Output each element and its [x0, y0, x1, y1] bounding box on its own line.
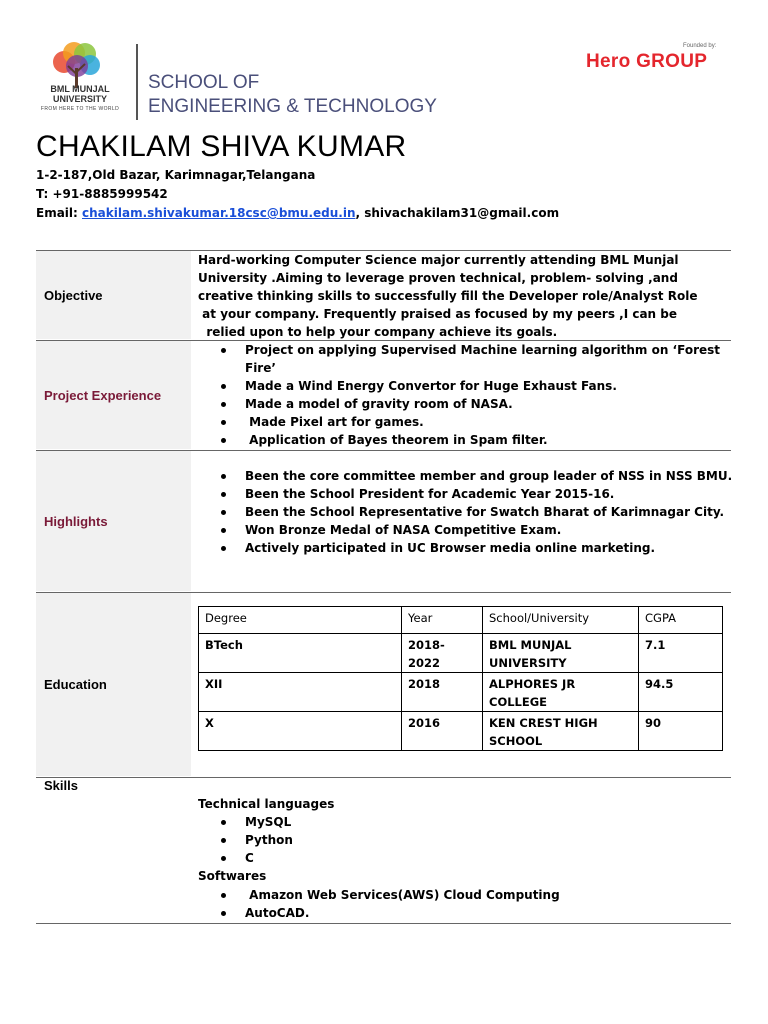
objective-label: Objective [44, 288, 103, 303]
highlight-item: Been the core committee member and group leader of NSS in NSS BMU. [245, 469, 733, 483]
school-title-line1: SCHOOL OF [148, 72, 260, 93]
highlights-label: Highlights [44, 514, 108, 529]
email-secondary: shivachakilam31@gmail.com [364, 206, 560, 220]
hero-group-logo: Hero GROUP [586, 51, 708, 72]
list-item [198, 813, 293, 831]
founded-by-label: Founded by: [683, 43, 717, 49]
list-item [198, 395, 720, 413]
highlight-item: Won Bronze Medal of NASA Competitive Exam. [245, 523, 562, 537]
projects-list [198, 341, 720, 449]
bullet-icon [221, 438, 226, 443]
project-item: Made a model of gravity room of NASA. [245, 397, 513, 411]
objective-line: Hard-working Computer Science major currently attending BML Munjal [198, 253, 679, 267]
table-cell: BTech [199, 634, 402, 673]
highlight-item: Been the School President for Academic Year 2015-16. [245, 487, 615, 501]
bullet-icon [221, 402, 226, 407]
table-cell: XII [199, 673, 402, 712]
email-label: Email: [36, 206, 83, 220]
table-header-cell: CGPA [639, 607, 723, 634]
list-item [198, 521, 732, 539]
list-item [198, 831, 293, 849]
table-header-cell: Degree [199, 607, 402, 634]
objective-line: University .Aiming to leverage proven technical, problem- solving ,and [198, 271, 678, 285]
list-item [198, 849, 293, 867]
cell-line: UNIVERSITY [489, 656, 567, 670]
objective-line: creative thinking skills to successfully fill the Developer role/Analyst Role [198, 289, 698, 303]
table-cell [483, 712, 639, 751]
project-item-continued: Fire’ [245, 361, 276, 375]
bullet-icon [221, 820, 226, 825]
bullet-icon [221, 838, 226, 843]
bullet-icon [221, 420, 226, 425]
table-cell: X [199, 712, 402, 751]
software-item: Amazon Web Services(AWS) Cloud Computing [245, 888, 560, 902]
bullet-icon [221, 492, 226, 497]
bullet-icon [221, 893, 226, 898]
list-item [198, 539, 732, 557]
table-cell: 94.5 [639, 673, 723, 712]
bullet-icon [221, 474, 226, 479]
table-cell: 7.1 [639, 634, 723, 673]
tech-languages-heading: Technical languages [198, 797, 335, 811]
list-item [198, 413, 720, 431]
objective-line: at your company. Frequently praised as focused by my peers ,I can be [198, 307, 678, 321]
projects-label: Project Experience [44, 388, 162, 403]
bullet-icon [221, 348, 226, 353]
list-item [198, 886, 560, 904]
header-divider [136, 44, 138, 120]
contact-email [36, 206, 559, 220]
softwares-heading: Softwares [198, 869, 267, 883]
highlight-item: Actively participated in UC Browser media online marketing. [245, 541, 656, 555]
bullet-icon [221, 911, 226, 916]
skill-item: Python [245, 833, 293, 847]
software-item: AutoCAD. [245, 906, 310, 920]
skill-item: MySQL [245, 815, 292, 829]
list-item [198, 467, 732, 485]
table-header-cell: Year [402, 607, 483, 634]
bullet-icon [221, 384, 226, 389]
cell-line: COLLEGE [489, 695, 548, 709]
university-logo-icon [50, 40, 104, 90]
university-name: BML MUNJAL UNIVERSITY [50, 84, 110, 104]
project-item: Application of Bayes theorem in Spam filter. [245, 433, 548, 447]
list-item [198, 359, 720, 377]
bullet-icon [221, 546, 226, 551]
highlights-list [198, 467, 732, 557]
list-item [198, 503, 732, 521]
bullet-icon [221, 528, 226, 533]
contact-phone: T: +91-8885999542 [36, 187, 168, 201]
cell-line: 2022 [408, 656, 441, 670]
candidate-name: CHAKILAM SHIVA KUMAR [36, 130, 407, 163]
table-header-row [199, 607, 723, 634]
section-divider [36, 923, 731, 924]
cell-line: SCHOOL [489, 734, 543, 748]
highlight-item: Been the School Representative for Swatch Bharat of Karimnagar City. [245, 505, 725, 519]
project-item: Made Pixel art for games. [245, 415, 424, 429]
list-item [198, 431, 720, 449]
bullet-icon [221, 510, 226, 515]
cell-line: KEN CREST HIGH [489, 716, 598, 730]
university-tagline: FROM HERE TO THE WORLD [40, 106, 120, 112]
table-cell [483, 673, 639, 712]
tech-languages-list [198, 813, 293, 867]
project-item: Made a Wind Energy Convertor for Huge Exhaust Fans. [245, 379, 617, 393]
email-link-primary[interactable]: chakilam.shivakumar.18csc@bmu.edu.in [82, 206, 356, 220]
education-table [198, 606, 723, 751]
list-item [198, 485, 732, 503]
table-cell: 2018 [402, 673, 483, 712]
table-row [199, 712, 723, 751]
table-header-cell: School/University [483, 607, 639, 634]
cell-line: BML MUNJAL [489, 638, 572, 652]
contact-address: 1-2-187,Old Bazar, Karimnagar,Telangana [36, 168, 316, 182]
email-separator: , [355, 206, 365, 220]
table-row [199, 634, 723, 673]
project-item: Project on applying Supervised Machine learning algorithm on ‘Forest [245, 343, 721, 357]
bullet-icon [221, 856, 226, 861]
skills-label: Skills [44, 778, 78, 793]
cell-line: ALPHORES JR [489, 677, 576, 691]
skill-item: C [245, 851, 254, 865]
list-item [198, 904, 560, 922]
list-item [198, 377, 720, 395]
softwares-list [198, 886, 560, 922]
objective-text [198, 251, 697, 341]
table-cell [483, 634, 639, 673]
school-title-line2: ENGINEERING & TECHNOLOGY [148, 96, 437, 117]
table-row [199, 673, 723, 712]
skills-label-cell [36, 778, 191, 922]
table-cell [402, 634, 483, 673]
table-cell: 2016 [402, 712, 483, 751]
table-cell: 90 [639, 712, 723, 751]
objective-line: relied upon to help your company achieve its goals. [198, 325, 558, 339]
education-label: Education [44, 677, 107, 692]
cell-line: 2018- [408, 638, 445, 652]
list-item [198, 341, 720, 359]
